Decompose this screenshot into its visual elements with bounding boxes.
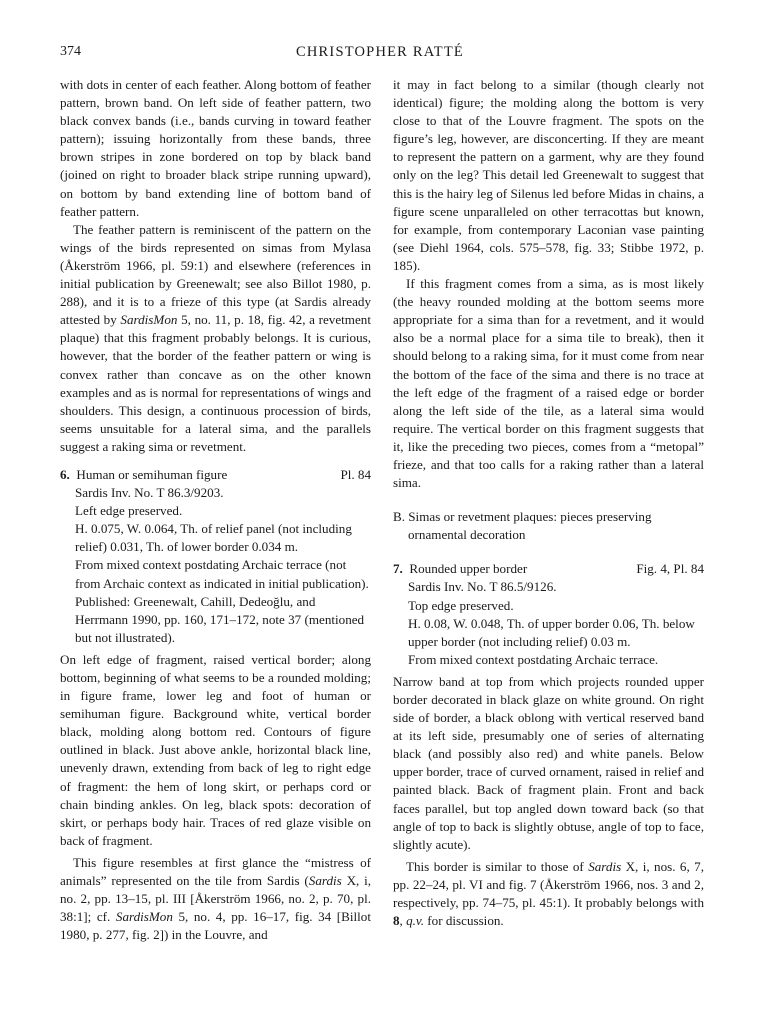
entry-title: Rounded upper border xyxy=(409,561,528,577)
paragraph: with dots in center of each feather. Along bottom of feather pattern, brown band. On left side of feather pattern, two black convex bands (i.e., bands curving in toward feather pattern); issuing horizontally from these bands, three brown stripes in zone bordered on top by black band (joined on right to broader black stripe running upward), on bottom by band extending line of bottom band of feather pattern. xyxy=(60,77,371,219)
paragraph: This figure resembles at first glance the “mistress of animals” represented on the tile from Sardis (Sardis X, i, no. 2, pp. 13–15, pl. III [Åkerström 1966, no. 2, p. 70, pl. 38:1]; cf. SardisMon 5, no. 4, pp. 16–17, fig. 34 [Billot 1980, p. 277, fig. 2]) in the Louvre, and xyxy=(60,854,372,943)
catalog-entry-heading xyxy=(393,560,704,578)
entry-plate: Fig. 4, Pl. 84 xyxy=(636,561,704,577)
running-head: CHRISTOPHER RATTÉ xyxy=(296,44,464,60)
entry-metadata xyxy=(393,578,704,668)
paragraph: it may in fact belong to a similar (though clearly not identical) figure; the molding along the bottom is very close to that of the Louvre fragment. The spots on the figure’s leg, however, are disconcerting. If they are meant to represent the pattern on a garment, why are they found only on the leg? This detail led Greenewalt to suggest that this is the hairy leg of Silenus led before Midas in chains, a figure scene unparalleled on other terracottas but known, for example, from contemporary Laconian vase painting (see Diehl 1964, cols. 575–578, fig. 33; Stibbe 1972, p. 185). xyxy=(393,77,704,273)
edge-preserved: Top edge preserved. xyxy=(408,597,514,613)
entry-plate: Pl. 84 xyxy=(340,466,371,482)
page-number: 374 xyxy=(60,44,81,59)
dimensions: H. 0.08, W. 0.048, Th. of upper border 0.06, Th. below upper border (not including relief) 0.03 m. xyxy=(408,615,695,649)
publication: Published: Greenewalt, Cahill, Dedeoğlu, and Herrmann 1990, pp. 160, 171–172, note 37 (mentioned but not illustrated). xyxy=(75,593,365,645)
left-column xyxy=(60,76,371,944)
edge-preserved: Left edge preserved. xyxy=(75,503,183,519)
find-context: From mixed context postdating Archaic terrace. xyxy=(408,651,659,667)
catalog-entry-heading xyxy=(60,466,371,484)
paragraph: If this fragment comes from a sima, as is most likely (the heavy rounded molding at the bottom seems more appropriate for a sima than for a revetment, and it would also be a normal place for a sima tile to break), then it should belong to a raking sima, for it must come from near the bottom of the face of the sima and there is no trace at the left edge of the fragment of a raised edge or border along the left side of the tile, as a lateral sima would require. The vertical border on this fragment suggests that it, like the preceding two pieces, comes from a “metopal” frieze, and that too calls for a raking rather than a lateral sima. xyxy=(393,276,704,491)
entry-title: Human or semihuman figure xyxy=(76,466,228,482)
dimensions: H. 0.075, W. 0.064, Th. of relief panel (not including relief) 0.031, Th. of lower border 0.034 m. xyxy=(75,521,352,555)
page-header xyxy=(60,44,700,64)
paragraph: On left edge of fragment, raised vertical border; along bottom, beginning of what seems to be a rounded molding; in figure frame, lower leg and foot of human or semihuman figure. Background white, vertical border black, molding along bottom red. Contours of figure outlined in black. Just above ankle, horizontal black line, unevenly drawn, extending from back of leg to right edge of fragment: the hem of long skirt, or perhaps cord or chain binding ankles. On leg, black spots: decoration of skirt, or perhaps body hair. Traces of red glaze visible on back of fragment. xyxy=(60,651,371,848)
paragraph: This border is similar to those of Sardis X, i, nos. 6, 7, pp. 22–24, pl. VI and fig. 7 (Åkerström 1966, nos. 3 and 2, respectively, pp. 74–75, pl. 45:1). It probably belongs with 8, q.v. for discussion. xyxy=(393,858,704,929)
entry-metadata xyxy=(60,484,371,647)
inventory-number: Sardis Inv. No. T 86.5/9126. xyxy=(408,579,557,595)
paragraph: The feather pattern is reminiscent of the pattern on the wings of the birds represented on simas from Mylasa (Åkerström 1966, pl. 59:1) and elsewhere (references in initial publication by Greenewalt; see also Billot 1980, p. 288), and it is to a frieze of this type (at Sardis already attested by SardisMon 5, no. 11, p. 18, fig. 42, a revetment plaque) that this fragment probably belongs. It is curious, however, that the border of the feather pattern or wing is convex rather than concave as on the other known examples and as is normal for representations of wings and shoulders. This design, a continuous procession of birds, seems unsuitable for a lateral sima, and the parallels suggest a raking sima or revetment. xyxy=(60,221,371,454)
paragraph: Narrow band at top from which projects rounded upper border decorated in black glaze on white ground. On right side of border, a black oblong with vertical reserved band at its left side, presumably one of series of alternating black (and possibly also red) and white panels. Below upper border, trace of curved ornament, raised in relief and painted black. Back of fragment plain. Front and back faces parallel, but top angled down toward back (so that angle of top to back is slightly obtuse, angle of top to face, slightly acute). xyxy=(393,673,704,852)
inventory-number: Sardis Inv. No. T 86.3/9203. xyxy=(75,485,224,501)
entry-number: 7. xyxy=(393,561,403,577)
find-context: From mixed context postdating Archaic terrace (not from Archaic context as indicated in initial publication). xyxy=(75,557,369,591)
entry-number: 6. xyxy=(60,466,70,482)
right-column xyxy=(393,76,704,930)
section-heading: B. Simas or revetment plaques: pieces preserving ornamental decoration xyxy=(393,509,652,543)
